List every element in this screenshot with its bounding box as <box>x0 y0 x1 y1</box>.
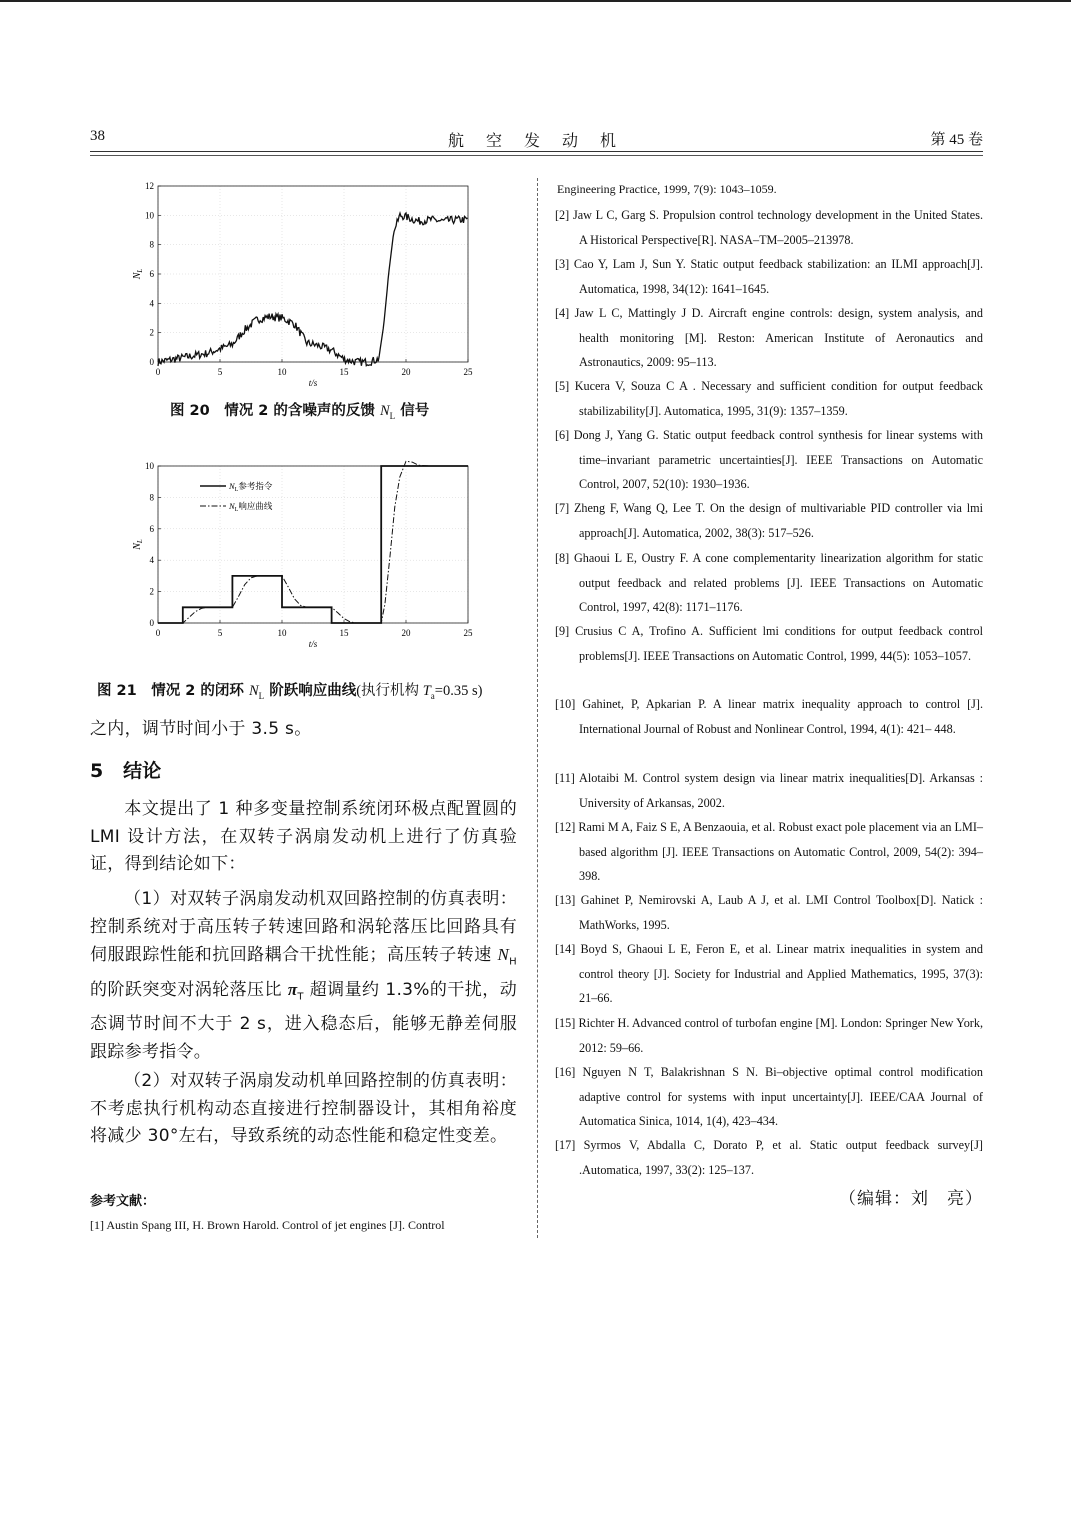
conclusion-para-3: （2）对双转子涡扇发动机单回路控制的仿真表明：不考虑执行机构动态直接进行控制器设计，其相角裕度将减少 30°左右，导致系统的动态性能和稳定性变差。 <box>90 1071 517 1147</box>
header-rule-thin <box>90 155 983 156</box>
y-tick-label: 0 <box>149 357 154 367</box>
y-tick-label: 8 <box>149 492 154 503</box>
reference-text: Nguyen N T, Balakrishnan S N. Bi–objective optimal control modification adaptive control for systems with input uncertainty[J]. IEEE/CAA Journal of Automatica Sinica, 1014, 1(4), 423–434. <box>579 1065 983 1128</box>
reference-text: Richter H. Advanced control of turbofan engine [M]. London: Springer New York, 2012: 59–66. <box>578 1016 983 1055</box>
reference-item <box>555 546 983 620</box>
figure-20-plot <box>130 178 480 390</box>
reference-number: [12] <box>555 820 579 834</box>
reference-item <box>555 692 983 741</box>
figure-21-caption: 图 21 情况 2 的闭环 $N_L$ 阶跃响应曲线(执行机构 $T_a=0.35$ s) <box>97 683 483 701</box>
reference-item <box>555 423 983 497</box>
reference-item <box>555 203 983 252</box>
reference-item <box>555 619 983 668</box>
reference-number: [5] <box>555 379 575 393</box>
x-tick-label: 20 <box>401 628 411 638</box>
y-tick-label: 2 <box>149 586 154 597</box>
y-tick-label: 10 <box>145 461 154 471</box>
reference-text: Alotaibi M. Control system design via linear matrix inequalities[D]. Arkansas : University of Arkansas, 2002. <box>579 771 983 810</box>
x-tick-label: 0 <box>155 628 161 638</box>
reference-number: [8] <box>555 551 574 565</box>
reference-number: [17] <box>555 1138 584 1152</box>
y-tick-label: 4 <box>149 298 154 309</box>
reference-item <box>555 1133 983 1182</box>
y-tick-label: 4 <box>149 555 154 566</box>
x-tick-label: 5 <box>217 628 223 638</box>
references-title: 参考文献： <box>90 1194 156 1209</box>
reference-text: Rami M A, Faiz S E, A Benzaouia, et al. Robust exact pole placement via an LMI–based algorithm [J]. IEEE Transactions on Automatic Control, 2009, 54(2): 394–398. <box>578 820 983 883</box>
reference-number: [2] <box>555 208 573 222</box>
reference-item <box>555 888 983 937</box>
reference-number: [14] <box>555 942 581 956</box>
x-tick-label: 25 <box>463 367 473 377</box>
page-header <box>90 128 983 152</box>
reference-number: [9] <box>555 624 576 638</box>
y-tick-label: 12 <box>145 181 154 191</box>
y-tick-label: 10 <box>145 210 154 221</box>
reference-text: Gahinet, P, Apkarian P. A linear matrix inequality approach to control [J]. International Journal of Robust and Nonlinear Control, 1994, 4(1): 421– 448. <box>579 697 983 736</box>
y-tick-label: 8 <box>149 239 154 250</box>
y-tick-label: 0 <box>149 618 154 628</box>
reference-text: Jaw L C, Mattingly J D. Aircraft engine controls: design, system analysis, and health monitoring [M]. Reston: American Institute of Aeronautics and Astronautics, 2009: 95–113. <box>574 306 983 369</box>
reference-number: [11] <box>555 771 580 785</box>
reference-text: Ghaoui L E, Oustry F. A cone complementarity linearization algorithm for static output feedback and related problems [J]. IEEE Transactions on Automatic Control, 1997, 42(8): 1171–1176. <box>573 551 983 614</box>
reference-item <box>555 815 983 889</box>
reference-item <box>555 496 983 545</box>
body-continuation: 之内，调节时间小于 3.5 s。 <box>90 719 312 739</box>
y-tick-label: 6 <box>149 523 154 534</box>
reference-1: [1] Austin Spang III, H. Brown Harold. Control of jet engines [J]. Control <box>90 1218 445 1232</box>
figure-20-ticks <box>145 181 473 377</box>
x-tick-label: 0 <box>155 367 161 377</box>
conclusion-para-2: （1）对双转子涡扇发动机双回路控制的仿真表明：控制系统对于高压转子转速回路和涡轮落压比回路具有伺服跟踪性能和抗回路耦合干扰性能；高压转子转速 $N_H$ 的阶跃突变对涡轮落压比 $\pi_T$ 超调量约 1.3%的干扰，动态调节时间不大于 2 s，进入稳态后，能够无静差伺服跟踪参考指令。 <box>90 889 517 1062</box>
reference-number: [10] <box>555 697 583 711</box>
figure-21-plot <box>130 458 480 670</box>
reference-text: Syrmos V, Abdalla C, Dorato P, et al. Static output feedback survey[J] .Automatica, 1997, 33(2): 125–137. <box>579 1138 983 1177</box>
reference-number: [3] <box>555 257 574 271</box>
figure-20-xlabel: t/s <box>308 378 318 388</box>
figure-21-grid <box>158 466 468 623</box>
x-tick-label: 15 <box>339 628 349 638</box>
reference-number: [6] <box>555 428 574 442</box>
reference-number: [13] <box>555 893 581 907</box>
figure-21-frame <box>158 466 468 623</box>
volume-label: 第 45 卷 <box>930 132 983 148</box>
figure-21-xlabel: t/s <box>308 639 318 649</box>
x-tick-label: 5 <box>217 367 223 377</box>
page-number: 38 <box>90 128 105 144</box>
reference-text: Kucera V, Souza C A . Necessary and sufficient condition for output feedback stabilizability[J]. Automatica, 1995, 31(9): 1357–1359. <box>574 379 983 418</box>
reference-1-continuation: Engineering Practice, 1999, 7(9): 1043–1059. <box>557 182 777 196</box>
legend-ref-label: $N_L$参考指令 <box>229 481 273 493</box>
conclusion-para-1: 本文提出了 1 种多变量控制系统闭环极点配置圆的 LMI 设计方法，在双转子涡扇发动机上进行了仿真验证，得到结论如下： <box>90 799 517 875</box>
reference-number: [4] <box>555 306 575 320</box>
y-tick-label: 2 <box>149 327 154 338</box>
x-tick-label: 10 <box>277 628 287 638</box>
figure-20-grid <box>158 186 468 362</box>
x-tick-label: 20 <box>401 367 411 377</box>
figure-20-frame <box>158 186 468 362</box>
figure-21-ylabel: $N_L$ <box>132 539 144 550</box>
reference-item <box>555 937 983 1011</box>
journal-title: 航 空 发 动 机 <box>447 133 625 150</box>
x-tick-label: 10 <box>277 367 287 377</box>
figure-21-ticks <box>145 461 473 638</box>
reference-item <box>555 252 983 301</box>
page-top-rule <box>0 0 1071 2</box>
reference-number: [15] <box>555 1016 579 1030</box>
column-divider <box>537 178 538 1238</box>
reference-item <box>555 766 983 815</box>
reference-number: [7] <box>555 501 574 515</box>
reference-item <box>555 1060 983 1134</box>
reference-text: Cao Y, Lam J, Sun Y. Static output feedback stabilization: an ILMI approach[J]. Automatica, 1998, 34(12): 1641–1645. <box>573 257 984 296</box>
x-tick-label: 25 <box>463 628 473 638</box>
section-heading: 5 结论 <box>90 760 162 782</box>
figure-20-caption: 图 20 情况 2 的含噪声的反馈 $N_L$ 信号 <box>170 403 430 421</box>
reference-text: Crusius C A, Trofino A. Sufficient lmi conditions for output feedback control problems[J]. IEEE Transactions on Automatic Control, 1999, 44(5): 1053–1057. <box>575 624 983 663</box>
x-tick-label: 15 <box>339 367 349 377</box>
editor-note: （编辑：刘 亮） <box>839 1189 983 1209</box>
legend-resp-label: $N_L$响应曲线 <box>229 501 273 513</box>
figure-20-series-line <box>158 213 468 366</box>
reference-text: Boyd S, Ghaoui L E, Feron E, et al. Linear matrix inequalities in system and control theory [J]. Society for Industrial and Applied Mathematics, 1995, 37(3): 21–66. <box>579 942 983 1005</box>
y-tick-label: 6 <box>149 269 154 279</box>
reference-item <box>555 1011 983 1060</box>
reference-text: Dong J, Yang G. Static output feedback control synthesis for linear systems with time–invariant parametric uncertainties[J]. IEEE Transactions on Automatic Control, 2007, 52(10): 1930–1936. <box>573 428 983 491</box>
reference-item <box>555 301 983 375</box>
figure-21-reference-line <box>158 466 468 623</box>
figure-21-legend <box>200 481 273 513</box>
header-rule <box>90 151 983 152</box>
reference-text: Gahinet P, Nemirovski A, Laub A J, et al. LMI Control Toolbox[D]. Natick : MathWorks, 1995. <box>579 893 983 932</box>
figure-20-ylabel: $N_L$ <box>132 268 144 280</box>
reference-text: Jaw L C, Garg S. Propulsion control technology development in the United States. A Historical Perspective[R]. NASA–TM–2005–213978. <box>572 208 983 247</box>
reference-item <box>555 374 983 423</box>
reference-number: [16] <box>555 1065 583 1079</box>
reference-text: Zheng F, Wang Q, Lee T. On the design of multivariable PID controller via lmi approach[J]. Automatica, 2002, 38(3): 517–526. <box>573 501 983 540</box>
